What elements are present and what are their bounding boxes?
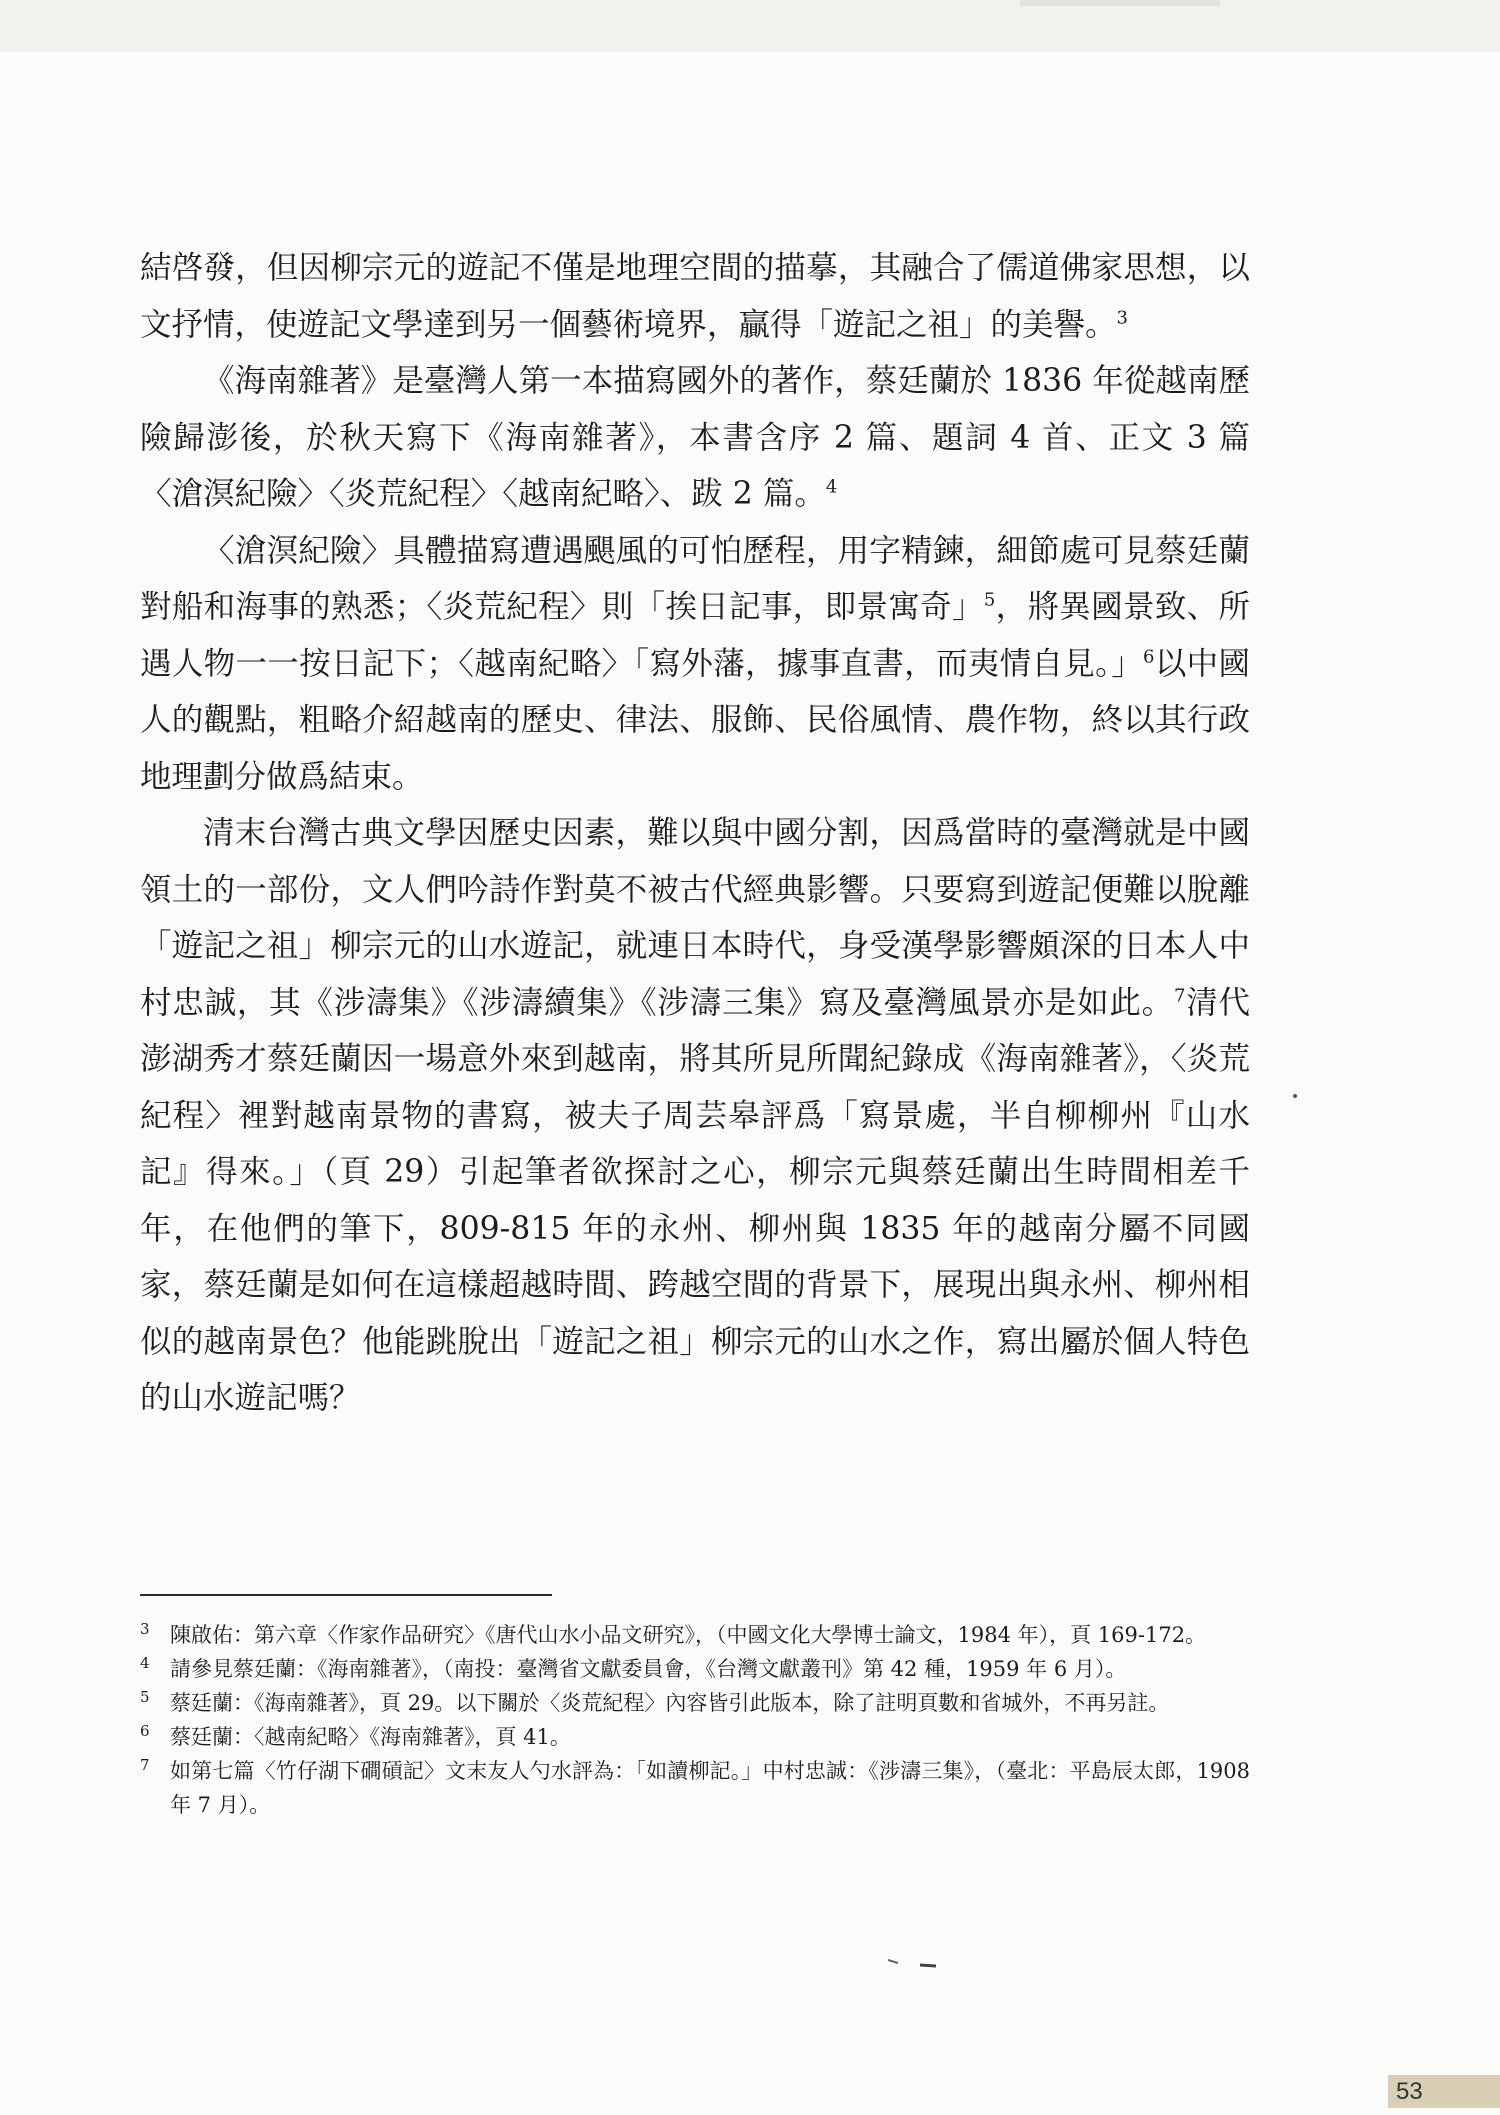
footnote-number: 7 (140, 1756, 150, 1774)
footnote-text: 陳啟佑：第六章〈作家作品研究〉《唐代山水小品文研究》，（中國文化大學博士論文，1984 年），頁 169-172。 (170, 1623, 1207, 1647)
page-number: 53 (1388, 2075, 1500, 2108)
paragraph-2: 《海南雜著》是臺灣人第一本描寫國外的著作，蔡廷蘭於 1836 年從越南歷險歸澎後，於秋天寫下《海南雜著》，本書含序 2 篇、題詞 4 首、正文 3 篇〈滄溟紀險〉〈炎荒紀程〉〈越南紀略〉、跋 2 篇。$^4$ (140, 363, 1250, 512)
footnote-text: 如第七篇〈竹仔湖下磵碽記〉文末友人勺水評為：「如讀柳記。」中村忠誠：《涉濤三集》，（臺北：平島辰太郎，1908 年 7 月）。 (170, 1759, 1250, 1817)
footnote-number: 5 (140, 1688, 150, 1706)
footnote-text: 請參見蔡廷蘭：《海南雜著》，（南投：臺灣省文獻委員會，《台灣文獻叢刊》第 42 種，1959 年 6 月）。 (170, 1657, 1127, 1681)
footnote-number: 3 (140, 1620, 150, 1638)
footnote-number: 4 (140, 1654, 150, 1672)
footnote-ref-6[interactable]: 6 (1143, 646, 1155, 667)
paragraph-3: 〈滄溟紀險〉具體描寫遭遇颶風的可怕歷程，用字精鍊，細節處可見蔡廷蘭對船和海事的熟悉；〈炎荒紀程〉則「挨日記事，即景寓奇」$^5$，將異國景致、所遇人物一一按日記下；〈越南紀略〉「寫外藩，據事直書，而夷情自見。」$^6$以中國人的觀點，粗略介紹越南的歷史、律法、服飾、民俗風情、農作物，終以其行政地理劃分做爲結束。 (140, 532, 1250, 795)
footnote-ref-5[interactable]: 5 (983, 589, 996, 611)
footnote-ref-4[interactable]: 4 (825, 476, 838, 498)
speck (1293, 1094, 1297, 1098)
footnote-text: 蔡廷蘭：《海南雜著》，頁 29。以下關於〈炎荒紀程〉內容皆引此版本，除了註明頁數和省城外，不再另註。 (170, 1691, 1170, 1715)
footnote-text: 蔡廷蘭：〈越南紀略〉《海南雜著》，頁 41。 (170, 1725, 571, 1749)
footnote-ref-3[interactable]: 3 (1116, 307, 1128, 328)
paragraph-4: 清末台灣古典文學因歷史因素，難以與中國分割，因爲當時的臺灣就是中國領土的一部份，文人們吟詩作對莫不被古代經典影響。只要寫到遊記便難以脫離「遊記之祖」柳宗元的山水遊記，就連日本時代，身受漢學影響頗深的日本人中村忠誠，其《涉濤集》《涉濤續集》《涉濤三集》寫及臺灣風景亦是如此。$^7$清代澎湖秀才蔡廷蘭因一場意外來到越南，將其所見所聞紀錄成《海南雜著》，〈炎荒紀程〉裡對越南景物的書寫，被夫子周芸皋評爲「寫景處，半自柳柳州『山水記』得來。」（頁 29）引起筆者欲探討之心，柳宗元與蔡廷蘭出生時間相差千年，在他們的筆下，809-815 年的永州、柳州與 1835 年的越南分屬不同國家，蔡廷蘭是如何在這樣超越時間、跨越空間的背景下，展現出與永州、柳州相似的越南景色？他能跳脫出「遊記之祖」柳宗元的山水之作，寫出屬於個人特色的山水遊記嗎？ (140, 815, 1250, 1416)
footnote-number: 6 (140, 1722, 150, 1740)
speck (888, 1960, 898, 1963)
paragraph-1: 結啓發，但因柳宗元的遊記不僅是地理空間的描摹，其融合了儒道佛家思想，以文抒情，使遊記文學達到另一個藝術境界，贏得「遊記之祖」的美譽。$^3$ (140, 250, 1250, 343)
footnote-ref-7[interactable]: 7 (1173, 985, 1186, 1006)
speck (920, 1965, 936, 1966)
